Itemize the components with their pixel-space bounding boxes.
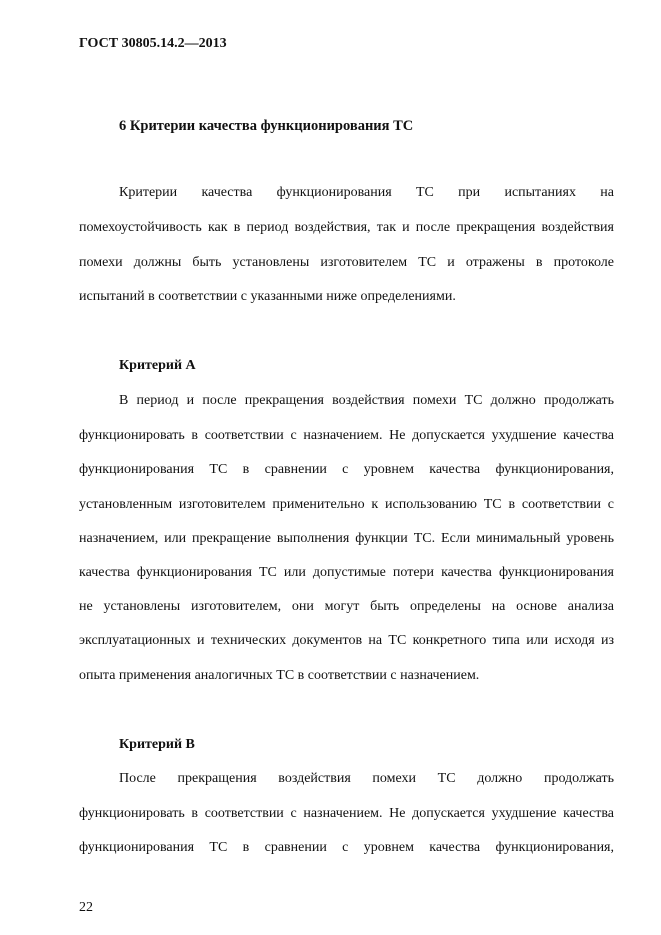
criterion-b-title: Критерий В [119,737,195,752]
paragraph-line: качества функционирования ТС или допустимые потери качества функционирования [79,565,614,580]
page-number: 22 [79,900,93,915]
paragraph-line: функционирования ТС в сравнении с уровнем качества функционирования, [79,462,614,477]
section-heading: 6 Критерии качества функционирования ТС [119,118,414,134]
paragraph-line: помехи должны быть установлены изготовителем ТС и отражены в протоколе [79,255,614,270]
paragraph-line: опыта применения аналогичных ТС в соответствии с назначением. [79,668,480,683]
paragraph-line: В период и после прекращения воздействия помехи ТС должно продолжать [119,393,614,408]
paragraph-line: функционирования ТС в сравнении с уровнем качества функционирования, [79,840,614,855]
paragraph-line: испытаний в соответствии с указанными ниже определениями. [79,289,456,304]
paragraph-line: назначением, или прекращение выполнения функции ТС. Если минимальный уровень [79,531,614,546]
paragraph-line: эксплуатационных и технических документов на ТС конкретного типа или исходя из [79,633,614,648]
paragraph-line: функционировать в соответствии с назначением. Не допускается ухудшение качества [79,806,614,821]
document-header: ГОСТ 30805.14.2—2013 [79,36,227,51]
criterion-a-title: Критерий А [119,358,196,373]
paragraph-line: помехоустойчивость как в период воздействия, так и после прекращения воздействия [79,220,614,235]
paragraph-line: не установлены изготовителем, они могут быть определены на основе анализа [79,599,614,614]
paragraph-line: После прекращения воздействия помехи ТС должно продолжать [119,771,614,786]
paragraph-line: Критерии качества функционирования ТС при испытаниях на [119,185,614,200]
paragraph-line: установленным изготовителем применительно к использованию ТС в соответствии с [79,497,614,512]
paragraph-line: функционировать в соответствии с назначением. Не допускается ухудшение качества [79,428,614,443]
